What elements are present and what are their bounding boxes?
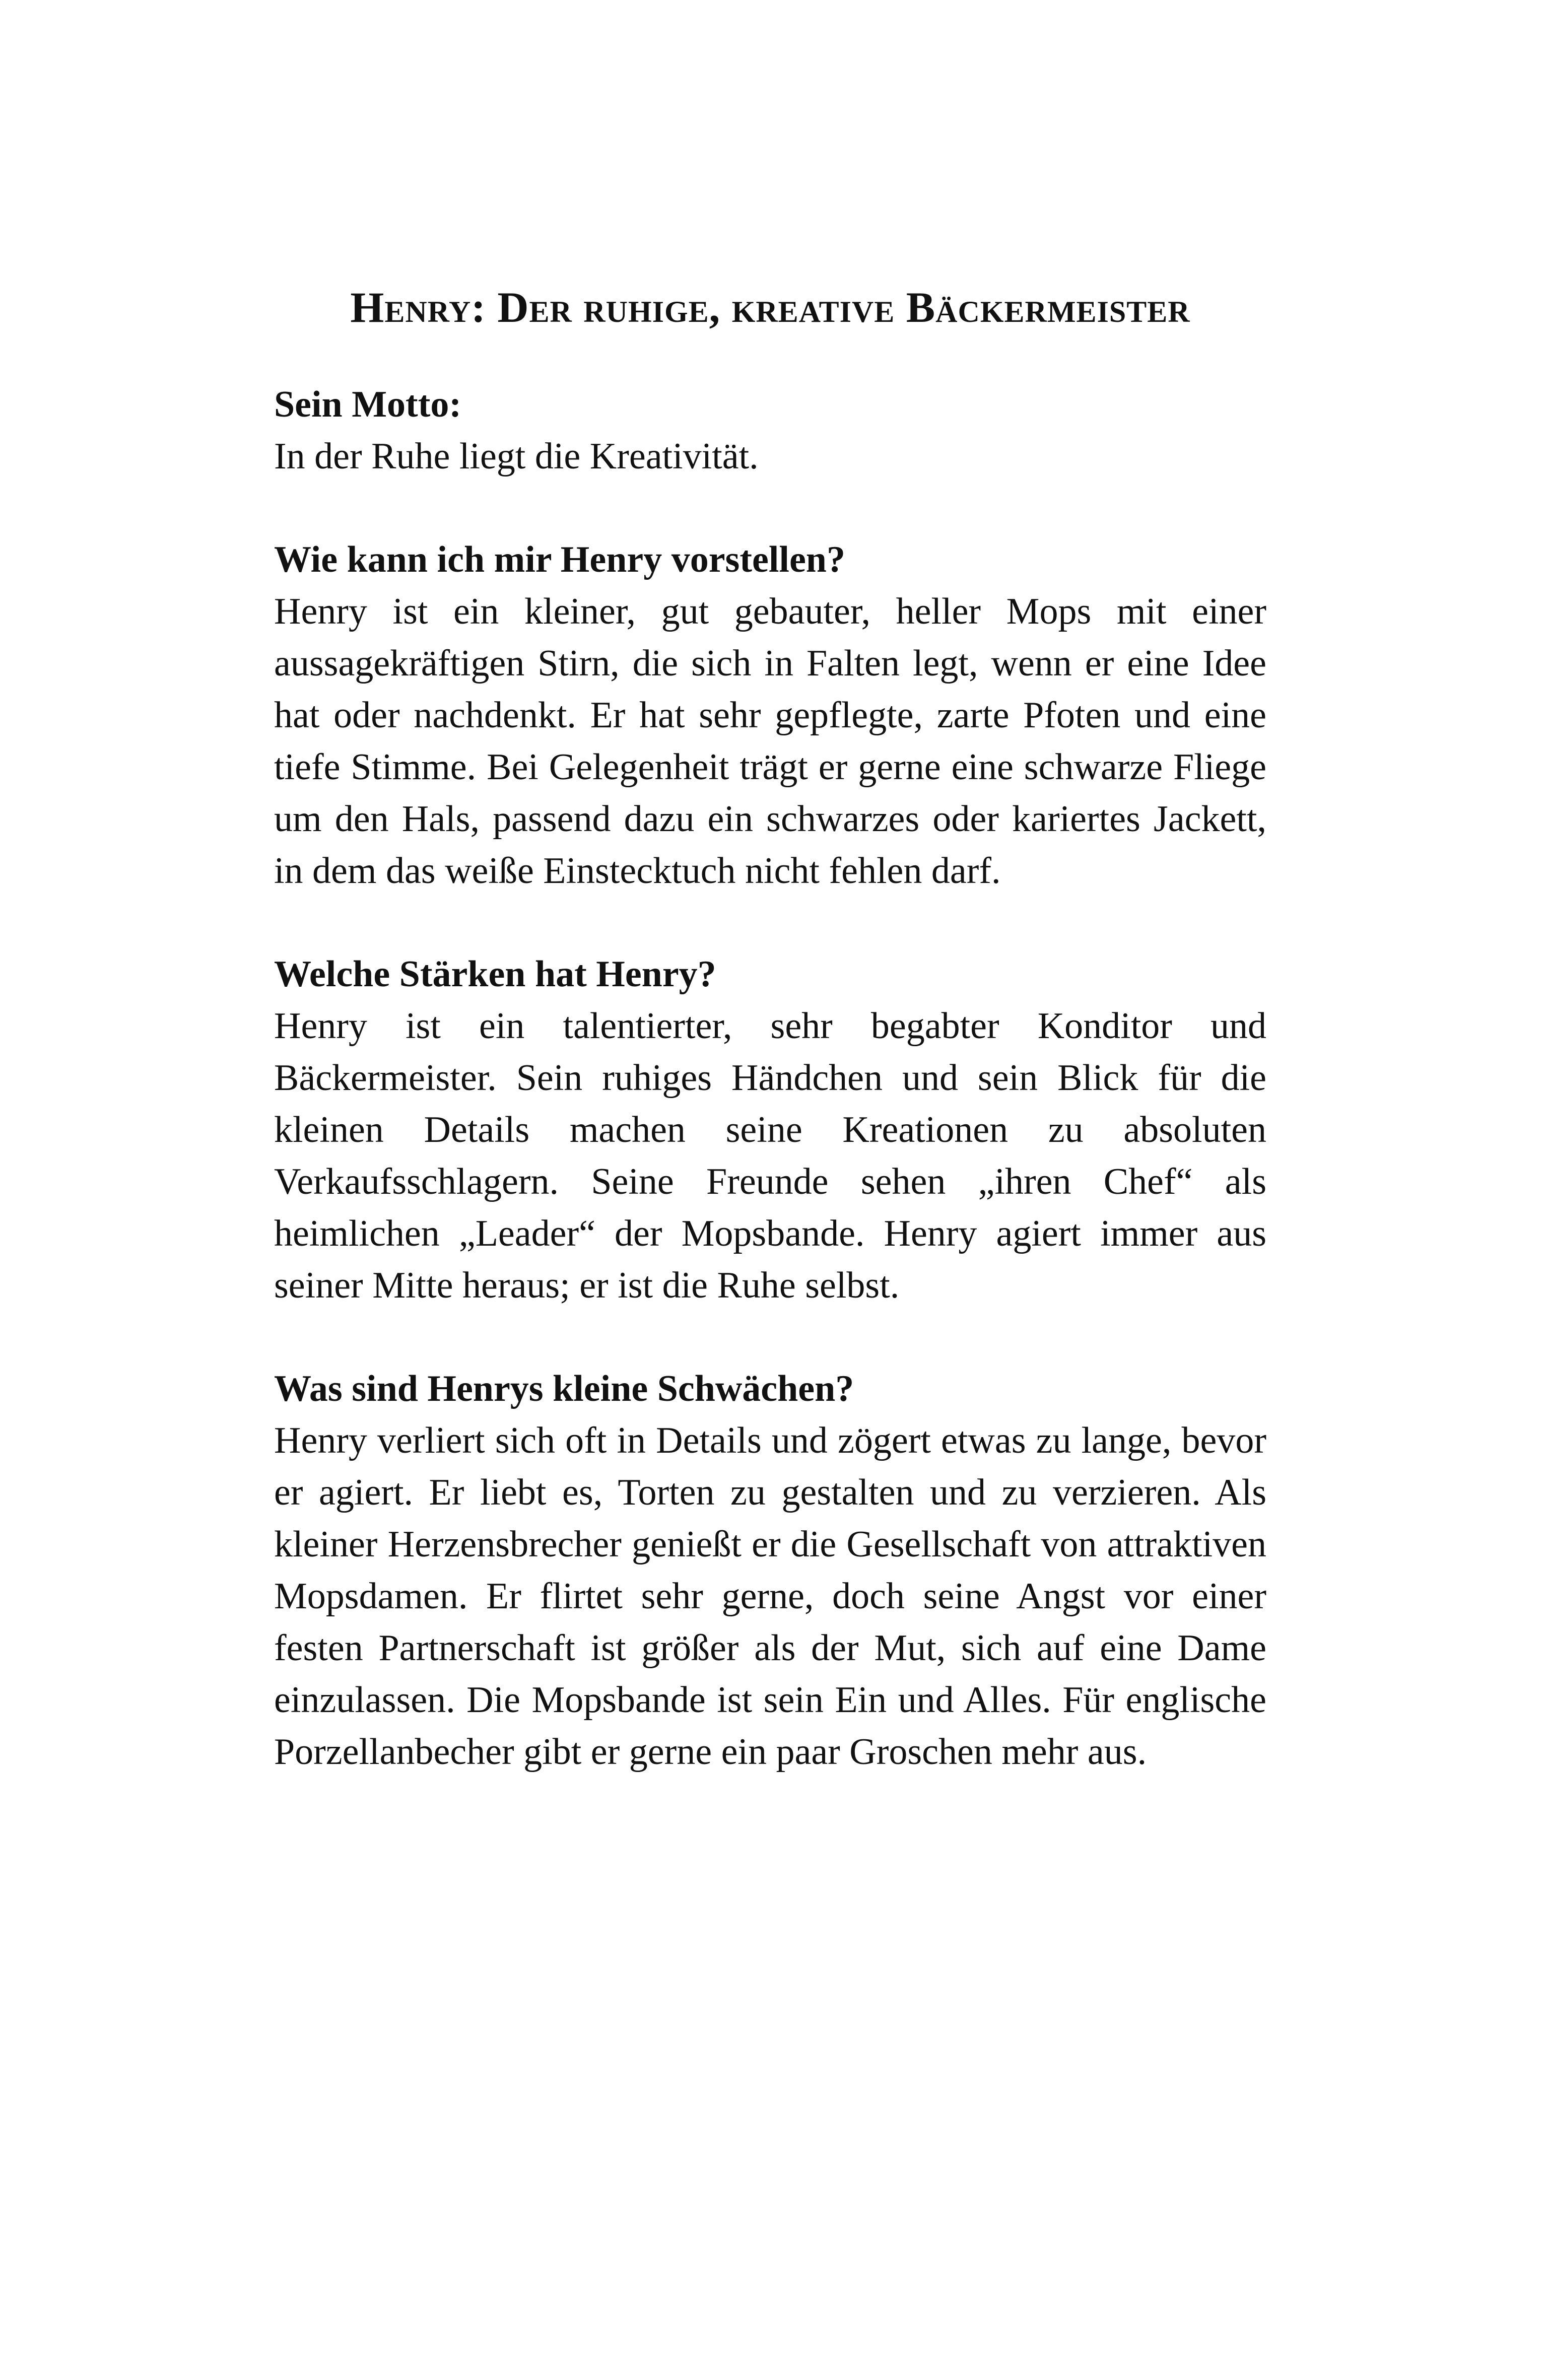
section-heading: Welche Stärken hat Henry? [274, 954, 716, 995]
section-weaknesses [274, 1363, 1266, 1778]
section-heading: Was sind Henrys kleine Schwächen? [274, 1368, 854, 1409]
section-strengths [274, 948, 1266, 1312]
section-motto [274, 379, 1266, 483]
section-heading: Sein Motto: [274, 384, 461, 425]
section-text: Henry ist ein talentierter, sehr begabter Konditor und Bäckermeister. Sein ruhiges Händchen und sein Blick für die kleinen Details machen seine Kreationen zu absoluten Verkaufsschlagern. Seine Freunde sehen „ihren Chef“ als heimlichen „Leader“ der Mopsbande. Henry agiert immer aus seiner Mitte heraus; er ist die Ruhe selbst. [274, 1005, 1266, 1306]
section-text: In der Ruhe liegt die Kreativität. [274, 436, 759, 477]
section-heading: Wie kann ich mir Henry vorstellen? [274, 539, 845, 580]
page-title: Henry: Der ruhige, kreative Bäckermeister [350, 283, 1190, 331]
section-text: Henry verliert sich oft in Details und zögert etwas zu lange, bevor er agiert. Er liebt es, Torten zu gestalten und zu verzieren. Als kleiner Herzensbrecher genießt er die Gesellschaft von attraktiven Mopsdamen. Er flirtet sehr gerne, doch seine Angst vor einer festen Partnerschaft ist größer als der Mut, sich auf eine Dame einzulassen. Die Mopsbande ist sein Ein und Alles. Für englische Porzellanbecher gibt er gerne ein paar Groschen mehr aus. [274, 1420, 1266, 1773]
section-appearance [274, 534, 1266, 897]
section-text: Henry ist ein kleiner, gut gebauter, heller Mops mit einer aussagekräftigen Stirn, die sich in Falten legt, wenn er eine Idee hat oder nachdenkt. Er hat sehr gepflegte, zarte Pfoten und eine tiefe Stimme. Bei Gelegenheit trägt er gerne eine schwarze Fliege um den Hals, passend dazu ein schwarzes oder kariertes Jackett, in dem das weiße Einstecktuch nicht fehlen darf. [274, 591, 1266, 892]
document-page [274, 282, 1266, 1829]
